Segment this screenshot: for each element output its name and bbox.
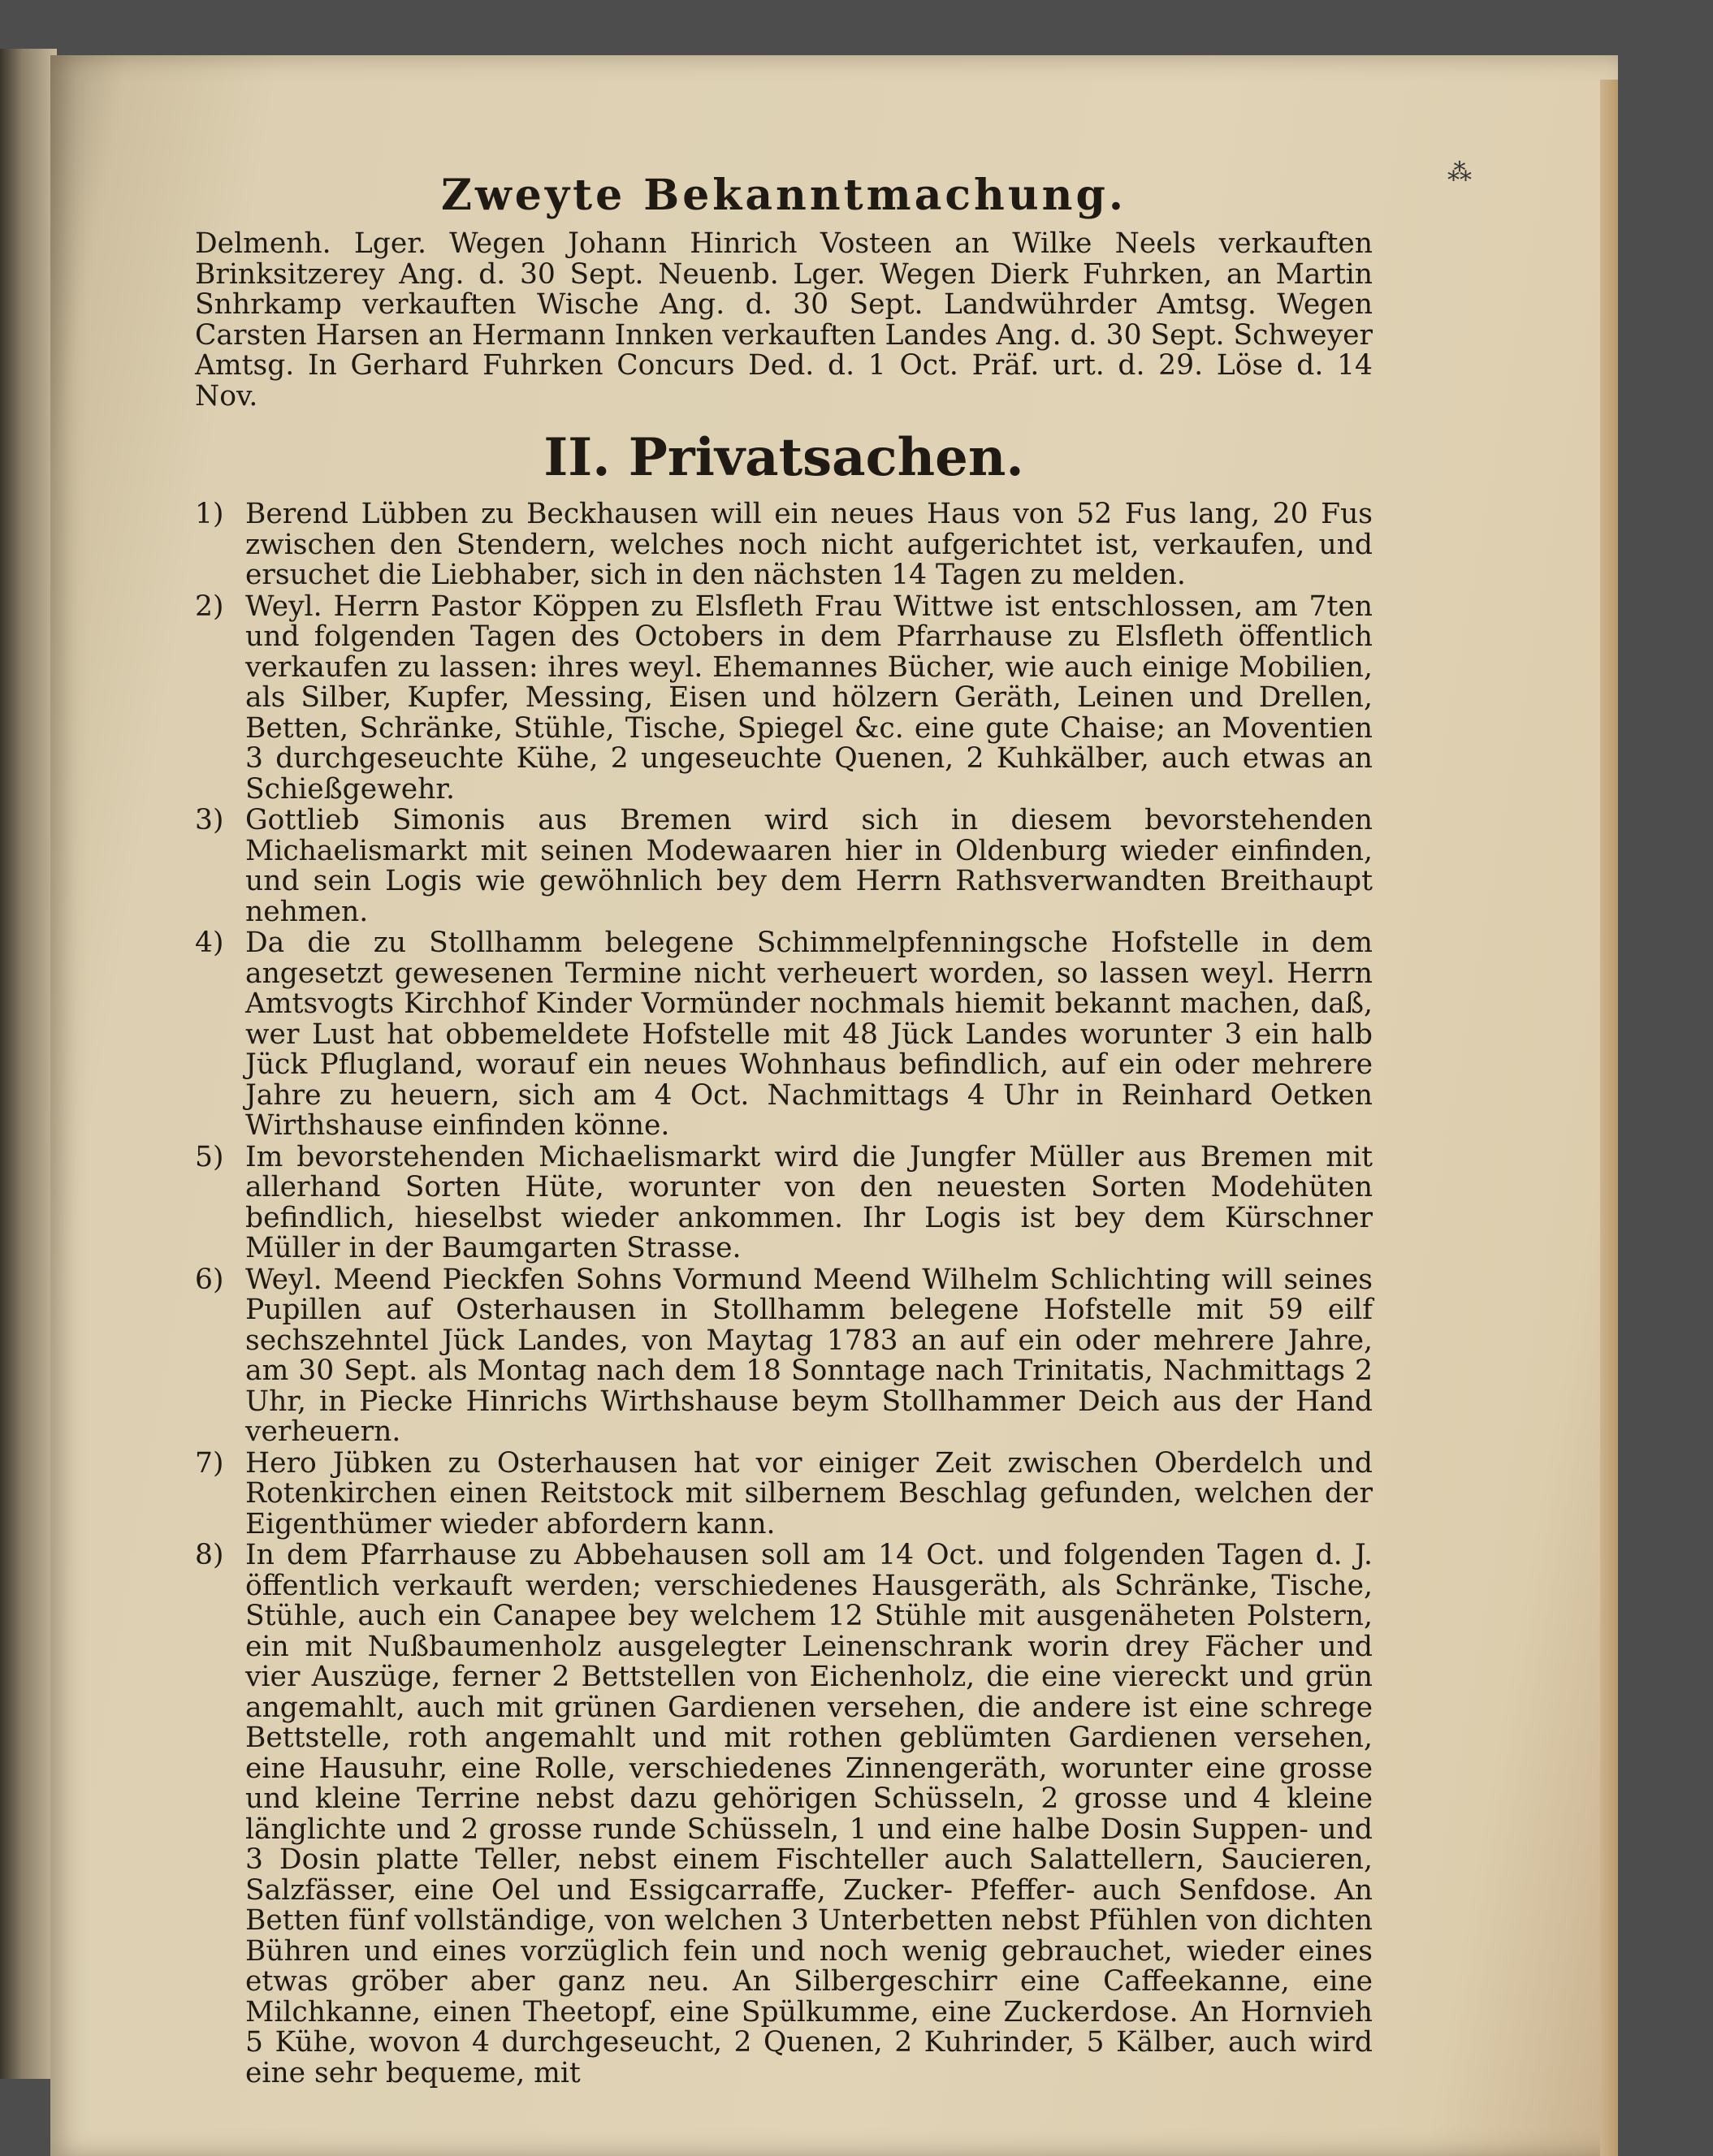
entry-4 <box>195 928 1373 1142</box>
entry-7 <box>195 1446 1373 1540</box>
entry-number: 3) <box>195 804 224 836</box>
page-edge <box>1600 80 1618 2156</box>
entry-3 <box>195 806 1373 927</box>
entry-text: Weyl. Herrn Pastor Köppen zu Elsfleth Frau Wittwe ist entschlossen, am 7ten und folgenden Tagen des Octobers in dem Pfarrhause zu Elsfleth öffentlich verkaufen zu lassen: ihres weyl. Ehemannes Bücher, wie auch einige Mobilien, als Silber, Kupfer, Messing, Eisen und hölzern Geräth, Leinen und Drellen, Betten, Schränke, Stühle, Tische, Spiegel &c. eine gute Chaise; an Moventien 3 durchgeseuchte Kühe, 2 ungeseuchte Quenen, 2 Kuhkälber, auch etwas an Schießgewehr. <box>245 590 1373 806</box>
entry-text: Hero Jübken zu Osterhausen hat vor einiger Zeit zwischen Oberdelch und Rotenkirchen einen Reitstock mit silbernem Beschlag gefunden, welchen der Eigenthümer wieder abfordern kann. <box>245 1446 1373 1540</box>
entry-text: Weyl. Meend Pieckfen Sohns Vormund Meend Wilhelm Schlichting will seines Pupillen auf Osterhausen in Stollhamm belegene Hofstelle mit 59 eilf sechszehntel Jück Landes, von Maytag 1783 an auf ein oder mehrere Jahre, am 30 Sept. als Montag nach dem 18 Sonntage nach Trinitatis, Nachmittags 2 Uhr, in Piecke Hinrichs Wirthshause beym Stollhammer Deich aus der Hand verheuern. <box>245 1263 1373 1448</box>
entry-text: Gottlieb Simonis aus Bremen wird sich in diesem bevorstehenden Michaelismarkt mit seinen Modewaaren hier in Oldenburg wieder einfinden, und sein Logis wie gewöhnlich bey dem Herrn Rathsverwandten Breithaupt nehmen. <box>245 804 1373 928</box>
section-heading: II. Privatsachen. <box>543 427 1024 488</box>
entry-number: 2) <box>195 590 224 623</box>
entry-text: In dem Pfarrhause zu Abbehausen soll am 14 Oct. und folgenden Tagen d. J. öffentlich verkauft werden; verschiedenes Hausgeräth, als Schränke, Tische, Stühle, auch ein Canapee bey welchem 12 Stühle mit ausgenäheten Polstern, ein mit Nußbaumenholz ausgelegter Leinenschrank worin drey Fächer und vier Auszüge, ferner 2 Bettstellen von Eichenholz, die eine viereckt und grün angemahlt, auch mit grünen Gardienen versehen, die andere ist eine schrege Bettstelle, roth angemahlt und mit rothen geblümten Gardienen versehen, eine Hausuhr, eine Rolle, verschiedenes Zinnengeräth, worunter eine grosse und kleine Terrine nebst dazu gehörigen Schüsseln, 2 grosse und 4 kleine länglichte und 2 grosse runde Schüsseln, 1 und eine halbe Dosin Suppen- und 3 Dosin platte Teller, nebst einem Fischteller auch Salattellern, Saucieren, Salzfässer, eine Oel und Essigcarraffe, Zucker- Pfeffer- auch Senfdose. An Betten fünf vollständige, von welchen 3 Unterbetten nebst Pfühlen von dichten Bühren und eines vorzüglich fein und noch wenig gebrauchet, wieder eines etwas gröber aber ganz neu. An Silbergeschirr eine Caffeekanne, eine Milchkanne, einen Theetopf, eine Spülkumme, eine Zuckerdose. An Hornvieh 5 Kühe, wovon 4 durchgeseucht, 2 Quenen, 2 Kuhrinder, 5 Kälber, auch wird eine sehr bequeme, mit <box>245 1539 1373 2089</box>
entry-number: 7) <box>195 1446 224 1480</box>
entry-text: Berend Lübben zu Beckhausen will ein neues Haus von 52 Fus lang, 20 Fus zwischen den Stendern, welches noch nicht aufgerichtet ist, verkaufen, und ersuchet die Liebhaber, sich in den nächsten 14 Tagen zu melden. <box>245 498 1373 591</box>
entry-2 <box>195 592 1373 806</box>
previous-page-edge <box>0 49 57 2079</box>
corner-mark: ⁂ <box>1447 158 1472 187</box>
announcement-heading: Zweyte Bekanntmachung. <box>441 171 1127 220</box>
entry-number: 6) <box>195 1263 224 1296</box>
entry-number: 1) <box>195 498 224 530</box>
entry-text: Da die zu Stollhamm belegene Schimmelpfenningsche Hofstelle in dem angesetzt gewesenen Termine nicht verheuert worden, so lassen weyl. Herrn Amtsvogts Kirchhof Kinder Vormünder nochmals hiemit bekannt machen, daß, wer Lust hat obbemeldete Hofstelle mit 48 Jück Landes worunter 3 ein halb Jück Pflugland, worauf ein neues Wohnhaus befindlich, auf ein oder mehrere Jahre zu heuern, sich am 4 Oct. Nachmittags 4 Uhr in Reinhard Oetken Wirthshause einfinden könne. <box>245 927 1373 1142</box>
entry-number: 8) <box>195 1539 224 1571</box>
entry-6 <box>195 1265 1373 1448</box>
entry-number: 5) <box>195 1140 224 1173</box>
entry-8 <box>195 1540 1373 2089</box>
announcement-body: Delmenh. Lger. Wegen Johann Hinrich Vosteen an Wilke Neels verkauften Brinksitzerey Ang. d. 30 Sept. Neuenb. Lger. Wegen Dierk Fuhrken, an Martin Snhrkamp verkauften Wische Ang. d. 30 Sept. Landwührder Amtsg. Wegen Carsten Harsen an Hermann Innken verkauften Landes Ang. d. 30 Sept. Schweyer Amtsg. In Gerhard Fuhrken Concurs Ded. d. 1 Oct. Präf. urt. d. 29. Löse d. 14 Nov. <box>195 227 1373 413</box>
entry-number: 4) <box>195 927 224 959</box>
entry-text: Im bevorstehenden Michaelismarkt wird die Jungfer Müller aus Bremen mit allerhand Sorten Hüte, worunter von den neuesten Sorten Modehüten befindlich, hieselbst wieder ankommen. Ihr Logis ist bey dem Kürschner Müller in der Baumgarten Strasse. <box>245 1140 1373 1264</box>
entry-1 <box>195 499 1373 591</box>
entry-5 <box>195 1140 1373 1264</box>
page-text <box>195 172 1373 2089</box>
